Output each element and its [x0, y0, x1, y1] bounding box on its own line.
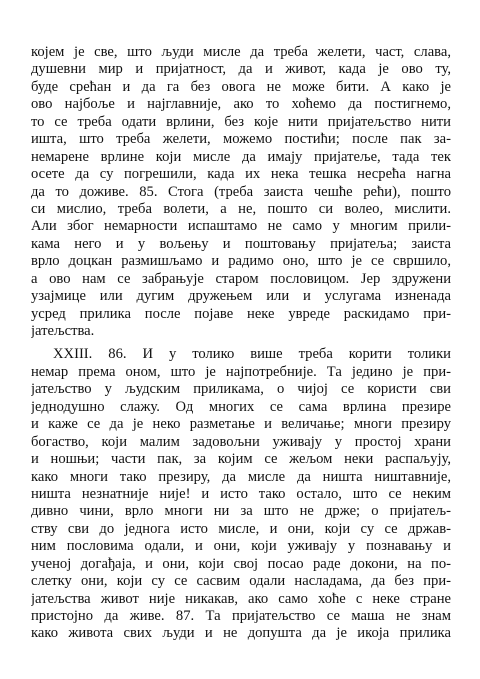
text-line: кама него и у вољењу и поштовању пријатеља; заиста: [31, 235, 451, 252]
text-line: једнодушно слажу. Од многих се сама врлина презире: [31, 398, 451, 415]
text-line: усред прилика после појаве неке увреде раскидамо при-: [31, 305, 451, 322]
text-line: богаство, који малим задовољни уживају у простој храни: [31, 433, 451, 450]
text-line: ништа незнатније није! и исто тако остало, што се неким: [31, 485, 451, 502]
text-line: слетку они, који су се сасвим одали насладама, да без при-: [31, 573, 451, 590]
text-line: Али због немарности испаштамо не само у многим прили-: [31, 218, 451, 235]
text-line: пристојно да живе. 87. Та пријатељство се маша не знам: [31, 608, 451, 624]
text-line: јатељства.: [31, 323, 95, 339]
text-line: којем је све, што људи мисле да треба желети, част, слава,: [31, 44, 451, 60]
text-line: осете да су погрешили, када их нека тешка несрећа нагна: [31, 166, 451, 183]
text-line: ним пословима одали, и они, који уживају у познавању и: [31, 538, 451, 555]
text-line: врло доцкан размишљамо и радимо оно, што је се свршило,: [31, 253, 451, 270]
text-line: а ово нам се забрањује старом пословицом. Јер здружени: [31, 270, 451, 287]
text-line: и каже се да је неко разметање и величање; многи презиру: [31, 416, 451, 433]
text-line: да то доживе. 85. Стога (треба заиста чешће рећи), пошто: [31, 183, 451, 200]
text-line: ученој догађаја, и они, који свој посао раде докони, на по-: [31, 555, 451, 572]
text-line: си мислио, треба волети, а не, пошто си волео, мислити.: [31, 200, 451, 217]
text-line: немар према оном, што је најпотребније. Та једино је при-: [31, 363, 451, 380]
text-line: јатељство у људским приликама, о чијој се користи сви: [31, 381, 451, 398]
text-line: како живота свих људи и не допушта да је икоја прилика: [31, 625, 451, 642]
text-line: како многи тако презиру, да мисле да ништа ништавније,: [31, 468, 451, 485]
text-line: то се треба одати врлини, без које нити пријатељство нити: [31, 113, 451, 130]
text-line: узајмице или дугим дружењем или и услугама изненада: [31, 288, 451, 305]
text-line: ству сви до једнога исто мисле, и они, који су се држав-: [31, 520, 451, 537]
text-line: буде срећан и да га без овога не може бити. А како је: [31, 78, 451, 95]
document-page: [31, 44, 451, 643]
section-heading-line: XXIII. 86. И у толико више треба корити толики: [53, 346, 451, 363]
text-line: јатељства живот није никакав, ако само хоће с неке стране: [31, 590, 451, 607]
text-line: и ношњи; части пак, за којим се жељом неки распаљују,: [31, 451, 451, 468]
text-line: душевни мир и пријатност, да и живот, када је ово ту,: [31, 61, 451, 78]
text-line: немарене врлине који мисле да имају пријатеље, тада тек: [31, 148, 451, 165]
text-line: ово најбоље и најглавније, ако то хоћемо да постигнемо,: [31, 96, 451, 113]
text-line: дивно чини, врло многи ни за што не држе; о пријатељ-: [31, 503, 451, 520]
text-line: ишта, што треба желети, можемо постићи; после пак за-: [31, 131, 451, 148]
